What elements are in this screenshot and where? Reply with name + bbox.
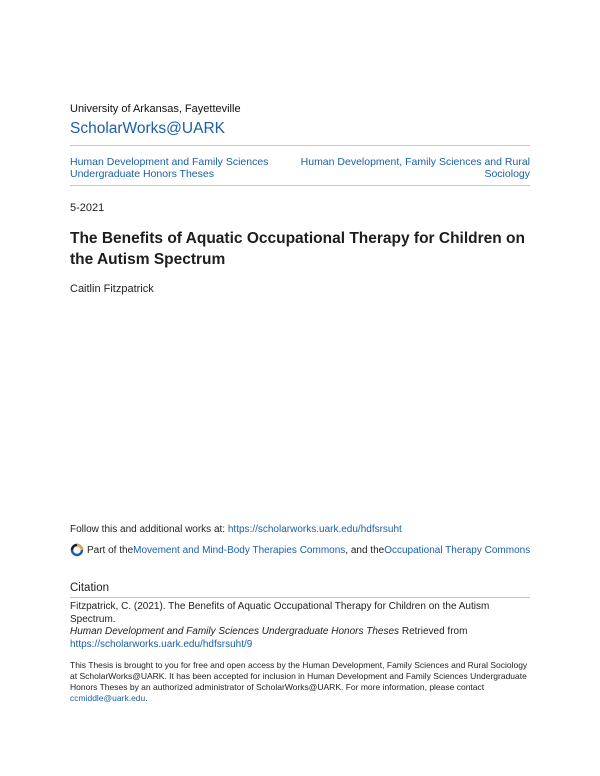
citation-main: Fitzpatrick, C. (2021). The Benefits of Aquatic Occupational Therapy for Children on the Autism Spectrum. (70, 601, 490, 625)
access-statement (70, 660, 530, 704)
divider-collections (70, 185, 530, 186)
commons-link-movement[interactable]: Movement and Mind-Body Therapies Commons (133, 544, 346, 556)
part-of-joiner: , and the (345, 544, 385, 556)
citation-heading: Citation (70, 582, 109, 594)
follow-url-link[interactable]: https://scholarworks.uark.edu/hdfsrsuht (227, 524, 402, 535)
citation-url-link[interactable]: https://scholarworks.uark.edu/hdfsrsuht/9 (70, 638, 253, 650)
divider-top (70, 145, 530, 146)
publication-date: 5-2021 (70, 202, 105, 214)
citation-text (70, 601, 530, 651)
follow-text: Follow this and additional works at: (70, 524, 228, 535)
access-statement-end: . (145, 693, 148, 703)
collection-link-right[interactable]: Human Development, Family Sciences and Rural Sociology (300, 156, 530, 180)
commons-link-occupational[interactable]: Occupational Therapy Commons (384, 544, 531, 556)
document-title: The Benefits of Aquatic Occupational Therapy for Children on the Autism Spectrum (70, 230, 525, 268)
citation-retrieved: Retrieved from (399, 626, 468, 637)
contact-email-link[interactable]: ccmiddle@uark.edu (70, 693, 146, 703)
repository-link[interactable]: ScholarWorks@UARK (70, 120, 225, 137)
citation-series: Human Development and Family Sciences Undergraduate Honors Theses (70, 626, 400, 637)
part-of-line (70, 543, 530, 557)
divider-citation (70, 597, 530, 598)
access-statement-text: This Thesis is brought to you for free and open access by the Human Development, Family Sciences and Rural Sociology at ScholarWorks@UARK. It has been accepted for inclusion in Human Development and Family Sciences Undergraduate Honors Theses by an authorized administrator of ScholarWorks@UARK. For more information, please contact (70, 660, 528, 692)
author-name: Caitlin Fitzpatrick (70, 283, 154, 295)
collection-link-left[interactable]: Human Development and Family Sciences Undergraduate Honors Theses (70, 156, 269, 180)
follow-line (70, 524, 402, 535)
bepress-commons-icon (70, 543, 84, 557)
part-of-prefix: Part of the (87, 544, 134, 556)
institution-name: University of Arkansas, Fayetteville (70, 103, 241, 115)
